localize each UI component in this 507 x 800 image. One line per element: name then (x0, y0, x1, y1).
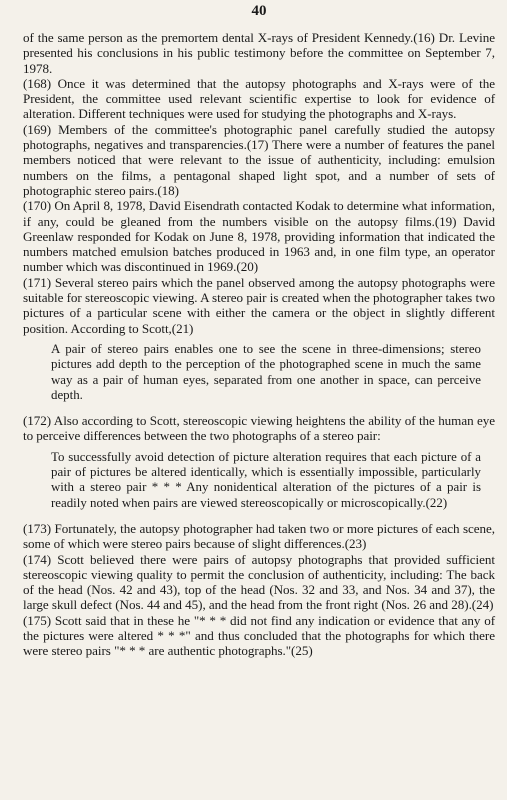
page-number: 40 (251, 3, 267, 19)
paragraph-170: (170) On April 8, 1978, David Eisendrath contacted Kodak to determine what information, if any, could be gleaned from the numbers visible on the autopsy films.(19) David Greenlaw responded for Kodak on June 8, 1978, providing information that indicated the numbers matched emulsion batches produced in 1963 and, in one film type, an operator number which was discontinued in 1969.(20) (23, 198, 495, 275)
paragraph-173: (173) Fortunately, the autopsy photographer had taken two or more pictures of each scene, some of which were stereo pairs because of slight differences.(23) (23, 520, 495, 552)
block-quote-stereo-depth: A pair of stereo pairs enables one to see the scene in three-dimensions; stereo pictures add depth to the perception of the photographed scene in much the same way as a pair of human eyes, separated from one another in space, can perceive depth. (51, 341, 481, 402)
paragraph-171: (171) Several stereo pairs which the panel observed among the autopsy photographs were suitable for stereoscopic viewing. A stereo pair is created when the photographer takes two pictures of a particular scene with either the camera or the object in slightly different position. According to Scott,(21) (23, 274, 495, 336)
block-quote-alteration: To successfully avoid detection of picture alteration requires that each picture of a pair of pictures be altered identically, which is essentially impossible, particularly with a stereo pair * * * Any nonidentical alteration of the pictures of a pair is readily noted when pairs are viewed stereoscopically or microscopically.(22) (51, 449, 481, 510)
paragraph-174: (174) Scott believed there were pairs of autopsy photographs that provided sufficient stereoscopic viewing quality to permit the conclusion of authenticity, including: The back of the head (Nos. 42 and 43), top of the head (Nos. 32 and 33, and Nos. 34 and 37), the large skull defect (Nos. 44 and 45), and the head from the front right (Nos. 26 and 28).(24) (23, 551, 495, 613)
paragraph-175: (175) Scott said that in these he "* * * did not find any indication or evidence that any of the pictures were altered * * *" and thus concluded that the photographs for which there were stereo pairs "* * * are authentic photographs."(25) (23, 612, 495, 659)
paragraph-169: (169) Members of the committee's photographic panel carefully studied the autopsy photographs, negatives and transparencies.(17) There were a number of features the panel members noticed that were relevant to the issue of authenticity, including: emulsion numbers on the films, a pentagonal shaped light spot, and a number of sets of photographic stereo pairs.(18) (23, 121, 495, 198)
paragraph-continuation: of the same person as the premortem dental X-rays of President Kennedy.(16) Dr. Levine presented his conclusions in his public testimony before the committee on September 7, 1978. (23, 30, 495, 76)
paragraph-172: (172) Also according to Scott, stereoscopic viewing heightens the ability of the human eye to perceive differences between the two photographs of a stereo pair: (23, 413, 495, 444)
paragraph-168: (168) Once it was determined that the autopsy photographs and X-rays were of the President, the committee used relevant scientific expertise to look for evidence of alteration. Different techniques were used for studying the photographs and X-rays. (23, 75, 495, 122)
